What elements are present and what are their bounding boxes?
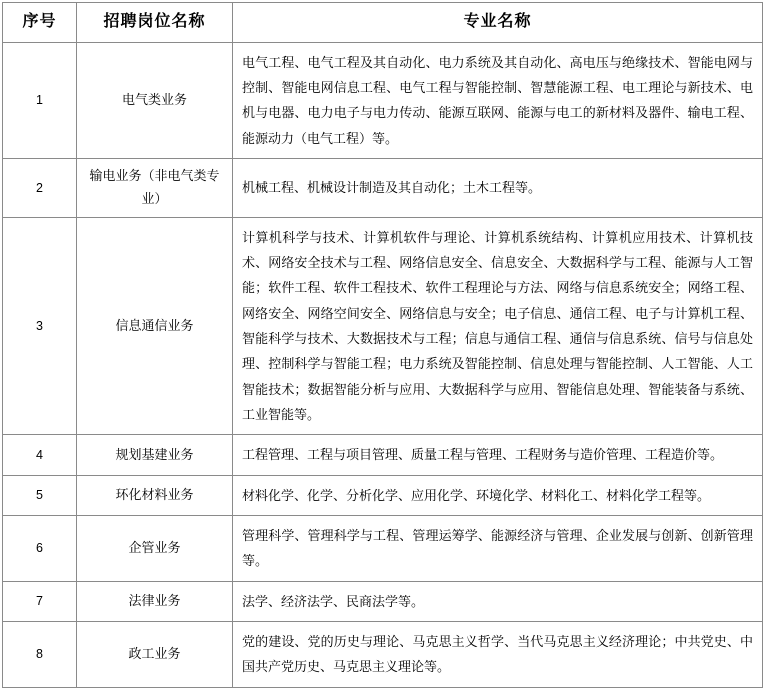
cell-major: 机械工程、机械设计制造及其自动化；土木工程等。 [233, 159, 763, 218]
cell-post: 政工业务 [77, 622, 233, 688]
cell-no: 7 [3, 581, 77, 621]
cell-no: 5 [3, 475, 77, 515]
cell-post: 输电业务（非电气类专业） [77, 159, 233, 218]
cell-post: 环化材料业务 [77, 475, 233, 515]
table-body [3, 42, 763, 687]
cell-no: 8 [3, 622, 77, 688]
table-row [3, 42, 763, 158]
cell-major: 材料化学、化学、分析化学、应用化学、环境化学、材料化工、材料化学工程等。 [233, 475, 763, 515]
recruitment-major-table [2, 2, 763, 688]
column-header-post: 招聘岗位名称 [77, 3, 233, 43]
cell-major: 电气工程、电气工程及其自动化、电力系统及其自动化、高电压与绝缘技术、智能电网与控制、智能电网信息工程、电气工程与智能控制、智慧能源工程、电工理论与新技术、电机与电器、电力电子与电力传动、能源互联网、能源与电工的新材料及器件、输电工程、能源动力（电气工程）等。 [233, 42, 763, 158]
table-header-row [3, 3, 763, 43]
table-row [3, 581, 763, 621]
cell-no: 4 [3, 435, 77, 475]
cell-no: 2 [3, 159, 77, 218]
cell-major: 管理科学、管理科学与工程、管理运筹学、能源经济与管理、企业发展与创新、创新管理等。 [233, 516, 763, 582]
cell-major: 计算机科学与技术、计算机软件与理论、计算机系统结构、计算机应用技术、计算机技术、网络安全技术与工程、网络信息安全、信息安全、大数据科学与工程、能源与人工智能；软件工程、软件工程技术、软件工程理论与方法、网络与信息系统安全；网络工程、网络安全、网络空间安全、网络信息与安全；电子信息、通信工程、电子与计算机工程、智能科学与技术、大数据技术与工程；信息与通信工程、通信与信息系统、信号与信息处理、控制科学与智能工程；电力系统及智能控制、信息处理与智能控制、人工智能、人工智能技术；数据智能分析与应用、大数据科学与应用、智能信息处理、智能装备与系统、工业智能等。 [233, 217, 763, 435]
cell-post: 企管业务 [77, 516, 233, 582]
cell-post: 信息通信业务 [77, 217, 233, 435]
table-row [3, 475, 763, 515]
table-row [3, 217, 763, 435]
cell-major: 工程管理、工程与项目管理、质量工程与管理、工程财务与造价管理、工程造价等。 [233, 435, 763, 475]
cell-post: 法律业务 [77, 581, 233, 621]
table-row [3, 516, 763, 582]
cell-post: 电气类业务 [77, 42, 233, 158]
cell-no: 6 [3, 516, 77, 582]
table-header [3, 3, 763, 43]
cell-major: 党的建设、党的历史与理论、马克思主义哲学、当代马克思主义经济理论；中共党史、中国共产党历史、马克思主义理论等。 [233, 622, 763, 688]
column-header-no: 序号 [3, 3, 77, 43]
cell-no: 1 [3, 42, 77, 158]
table-row [3, 622, 763, 688]
cell-major: 法学、经济法学、民商法学等。 [233, 581, 763, 621]
cell-no: 3 [3, 217, 77, 435]
column-header-major: 专业名称 [233, 3, 763, 43]
table-row [3, 159, 763, 218]
cell-post: 规划基建业务 [77, 435, 233, 475]
table-row [3, 435, 763, 475]
